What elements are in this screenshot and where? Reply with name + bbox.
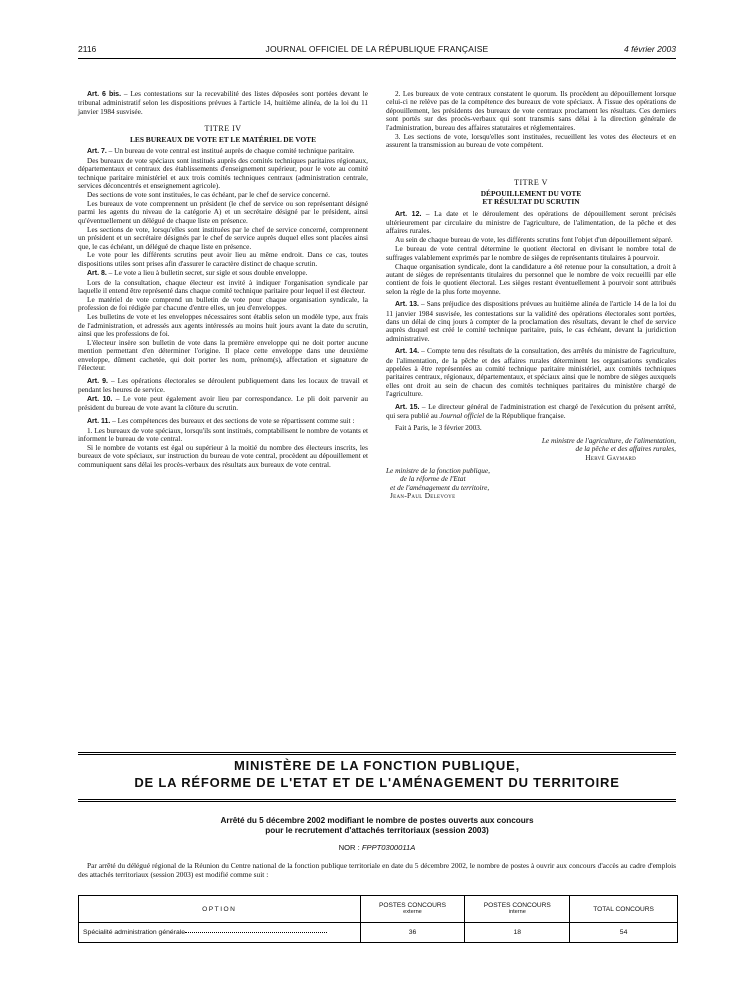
signatory-title: de la pêche et des affaires rurales, xyxy=(575,444,676,454)
paragraph: Les sections de vote, lorsqu'elles sont instituées par le chef de service concerné, comprennent un président et un secrétaire désignés par le chef de service auprès duquel elles sont placées ainsi que, le cas échéant, un délégué de chaque liste en présence. xyxy=(78,224,368,251)
cell-total: 54 xyxy=(570,923,678,943)
paragraph: 3. Les sections de vote, lorsqu'elles sont instituées, recueillent les votes des électeurs et en assurent la transmission au bureau de vote compétent. xyxy=(386,131,676,149)
article-15 xyxy=(386,403,676,421)
header-label: OPTION xyxy=(202,905,237,913)
article-label: Art. 14. xyxy=(395,348,420,356)
nor-reference xyxy=(78,843,676,852)
header-label: POSTES CONCOURS xyxy=(483,902,551,909)
column-header-externe xyxy=(360,896,465,923)
paragraph: 1. Les bureaux de vote spéciaux, lorsqu'ils sont institués, comptabilisent le nombre de votants et informent le bureau de vote central. xyxy=(78,425,368,444)
column-header-option xyxy=(79,896,361,923)
article-label: Art. 11. xyxy=(87,417,111,425)
paragraph: Les bulletins de vote et les enveloppes nécessaires sont établis selon un modèle type, aux frais de l'administration, et adressés aux agents intéressés au moins huit jours avant la date du scrutin, ainsi que les professions de foi. xyxy=(78,312,368,339)
article-label: Art. 9. xyxy=(87,377,108,385)
ministry-banner xyxy=(78,752,676,802)
ministry-line-1: MINISTÈRE DE LA FONCTION PUBLIQUE, xyxy=(234,758,520,773)
paragraph: Des sections de vote sont instituées, le cas échéant, par le chef de service concerné. xyxy=(87,190,330,200)
signatory-name-wrap xyxy=(386,454,676,463)
article-text: – Un bureau de vote central est institué auprès de chaque comité technique paritaire. xyxy=(106,146,355,156)
nor-label: NOR : xyxy=(338,843,362,852)
paragraph: Des bureaux de vote spéciaux sont institués auprès des comités techniques paritaires régionaux, départementaux et centraux des établissements d'enseignement supérieur, pour le vote au comité technique paritaire ministériel et aux trois comités techniques centraux (administration centrale, services déconcentrés et enseignement agricole). xyxy=(78,155,368,191)
header-sublabel: externe xyxy=(403,909,422,915)
header-label: POSTES CONCOURS xyxy=(378,902,446,909)
article-14 xyxy=(386,347,676,398)
issue-date: 4 février 2003 xyxy=(624,44,676,54)
ministry-line-2: DE LA RÉFORME DE L'ETAT ET DE L'AMÉNAGEMENT DU TERRITOIRE xyxy=(134,775,620,790)
heading-titre-iv: LES BUREAUX DE VOTE ET LE MATÉRIEL DE VOTE xyxy=(129,134,317,144)
article-label: Art. 13. xyxy=(395,301,419,309)
page-header xyxy=(78,44,676,58)
cell-text: Spécialité administration générale xyxy=(83,929,186,936)
column-header-total xyxy=(570,896,678,923)
heading-titre-v-line1: DÉPOUILLEMENT DU VOTE xyxy=(480,188,582,198)
paragraph: 2. Les bureaux de vote centraux constatent le quorum. Ils procèdent au dépouillement lorsque celui-ci ne relève pas de la compétence des bureaux de vote spéciaux. À l'issue des opérations de dépouillement, les présidents des bureaux de vote centraux proclament les résultats. Ces derniers sont portés sur des procès-verbaux qui sont transmis sans délai à la direction générale de l'administration, bureau des affaires statutaires et réglementaires. xyxy=(386,89,676,132)
article-12 xyxy=(386,210,676,236)
header-label: TOTAL CONCOURS xyxy=(593,905,654,913)
article-text: – Sans préjudice des dispositions prévues au huitième alinéa de l'article 14 de la loi du 11 janvier 1984 susvisée, les contestations sur la validité des opérations électorales sont portées, dans un délai de cinq jours à compter de la proclamation des résultats, devant le chef de service auprès duquel est créé le comité technique paritaire, puis, le cas échéant, devant la juridiction administrative. xyxy=(386,299,676,343)
paragraph: Si le nombre de votants est égal ou supérieur à la moitié du nombre des électeurs inscrits, les bureaux de vote spéciaux, sur instruction du bureau de vote central, procèdent au dépouillement et communiquent sans délai les procès-verbaux des résultats aux bureaux de vote central. xyxy=(78,442,368,469)
signatory-name: Jean-Paul Delevoye xyxy=(390,491,456,501)
paragraph: Les bureaux de vote comprennent un président (le chef de service ou son représentant désigné parmi les agents du niveau de la catégorie A) et un secrétaire désigné par le président, ainsi qu'éventuellement un délégué de chaque liste en présence. xyxy=(78,198,368,225)
journal-name: Journal officiel xyxy=(439,411,485,420)
cell-externe: 36 xyxy=(360,923,465,943)
heading-titre-v-line2: ET RÉSULTAT DU SCRUTIN xyxy=(482,197,580,207)
cell-interne: 18 xyxy=(465,923,570,943)
article-text: – Compte tenu des résultats de la consultation, des arrêtés du ministre de l'agriculture, de l'alimentation, de la pêche et des affaires rurales déterminent les organisations syndicales appelées à être représentées au comité technique paritaire ministériel, aux comités techniques paritaires centraux, régionaux, départementaux, et spéciaux ainsi que le nombre de sièges auxquels elles ont droit au sein de chacun des comités techniques paritaires du ministère chargé de l'agriculture. xyxy=(386,346,676,399)
article-10 xyxy=(78,395,368,413)
header-rule xyxy=(78,58,676,59)
signatory-title: Le ministre de la fonction publique, xyxy=(386,465,490,475)
article-text: – Les opérations électorales se déroulent publiquement dans les locaux de travail et pendant les heures de service. xyxy=(78,375,368,394)
column-header-interne xyxy=(465,896,570,923)
signatory-title: et de l'aménagement du territoire, xyxy=(390,482,490,492)
article-text: de la République française. xyxy=(484,411,566,420)
table-row xyxy=(79,923,678,943)
decree-title-line-2: pour le recrutement d'attachés territoriaux (session 2003) xyxy=(265,825,489,835)
article-label: Art. 8. xyxy=(87,269,107,277)
article-13 xyxy=(386,300,676,343)
posts-table xyxy=(78,895,678,943)
decree-title xyxy=(78,816,676,835)
article-label: Art. 10. xyxy=(87,395,113,403)
article-9 xyxy=(78,377,368,395)
page-number: 2116 xyxy=(78,44,97,54)
titre-iv: TITRE IV xyxy=(204,124,242,134)
journal-title: JOURNAL OFFICIEL DE LA RÉPUBLIQUE FRANÇAISE xyxy=(265,44,489,54)
paragraph: Le vote pour les différents scrutins peut avoir lieu au même endroit. Dans ce cas, toutes dispositions utiles sont prises afin d'assurer le caractère distinct de chaque scrutin. xyxy=(78,250,368,268)
signatory-title: de la réforme de l'Etat xyxy=(400,474,466,484)
paragraph: Lors de la consultation, chaque électeur est invité à indiquer l'organisation syndicale par laquelle il entend être représenté dans chaque comité technique paritaire pour lequel il est électeur. xyxy=(78,277,368,296)
signature-block-1 xyxy=(386,437,676,463)
article-label: Art. 15. xyxy=(395,403,420,411)
decree-title-line-1: Arrêté du 5 décembre 2002 modifiant le nombre de postes ouverts aux concours xyxy=(220,816,534,825)
header-sublabel: interne xyxy=(508,909,526,915)
paragraph: L'électeur insère son bulletin de vote dans la première enveloppe qui ne doit porter aucune mention permettant d'en déterminer l'origine. Il place cette enveloppe dans une deuxième enveloppe, dûment cachetée, qui doit porter les nom, prénom(s), affectation et signature de l'électeur. xyxy=(78,337,368,373)
article-label: Art. 12. xyxy=(395,210,422,218)
article-8 xyxy=(78,269,368,278)
nor-code: FPPT0300011A xyxy=(361,843,416,852)
article-6bis xyxy=(78,90,368,116)
leader-dots xyxy=(185,932,327,933)
paragraph: Le bureau de vote central détermine le quotient électoral en divisant le nombre total de suffrages valablement exprimés par le nombre de sièges de représentants titulaires à pourvoir. xyxy=(386,244,676,262)
cell-option xyxy=(79,923,361,943)
article-text: – Les contestations sur la recevabilité des listes déposées sont portées devant le tribunal administratif selon les dispositions prévues à l'article 14, huitième alinéa, de la loi du 11 janvier 1984 susvisée. xyxy=(78,89,368,116)
decree-intro: Par arrêté du délégué régional de la Réunion du Centre national de la fonction publique territoriale en date du 5 décembre 2002, le nombre de postes à ouvrir aux concours d'accès au cadre d'emplois des attachés territoriaux (session 2003) est modifié comme suit : xyxy=(78,861,676,879)
article-label: Art. 6 bis. xyxy=(87,91,122,98)
paragraph: Au sein de chaque bureau de vote, les différents scrutins font l'objet d'un dépouillement séparé. xyxy=(395,235,673,245)
right-column xyxy=(386,90,676,501)
paragraph: Chaque organisation syndicale, dont la candidature a été retenue pour la consultation, a droit à autant de sièges de représentants titulaires du personnel que le nombre de voix recueilli par elle contient de fois le quotient électoral. Les sièges restant éventuellement à pourvoir sont attribués selon la règle de la plus forte moyenne. xyxy=(386,261,676,296)
article-text: – Le directeur général de l'administration est chargé de l'exécution du présent arrêté, qui sera publié au xyxy=(386,401,676,420)
signature-block-2 xyxy=(386,467,676,501)
titre-v: TITRE V xyxy=(514,178,548,188)
article-label: Art. 7. xyxy=(87,148,107,156)
signatory-name-wrap xyxy=(386,492,676,501)
article-text: – La date et le déroulement des opérations de dépouillement seront précisés ultérieurement par circulaire du ministre de l'agriculture, de l'alimentation, de la pêche et des affaires rurales. xyxy=(386,208,677,236)
article-text: – Le vote peut également avoir lieu par correspondance. Le pli doit parvenir au président du bureau de vote avant la clôture du scrutin. xyxy=(78,393,368,413)
table-header-row xyxy=(79,896,678,923)
article-text: – Le vote a lieu à bulletin secret, sur sigle et sous double enveloppe. xyxy=(106,267,308,277)
article-11 xyxy=(78,417,368,426)
paragraph: Le matériel de vote comprend un bulletin de vote pour chaque organisation syndicale, la profession de foi rédigée par chacune d'entre elles, un jeu d'enveloppes. xyxy=(78,294,368,313)
signature-place-date: Fait à Paris, le 3 février 2003. xyxy=(395,423,482,433)
signatory-name: Hervé Gaymard xyxy=(585,453,636,462)
article-text: – Les compétences des bureaux et des sections de vote se répartissent comme suit : xyxy=(110,415,355,425)
left-column xyxy=(78,90,368,470)
signatory-title: Le ministre de l'agriculture, de l'alimentation, xyxy=(541,435,676,445)
